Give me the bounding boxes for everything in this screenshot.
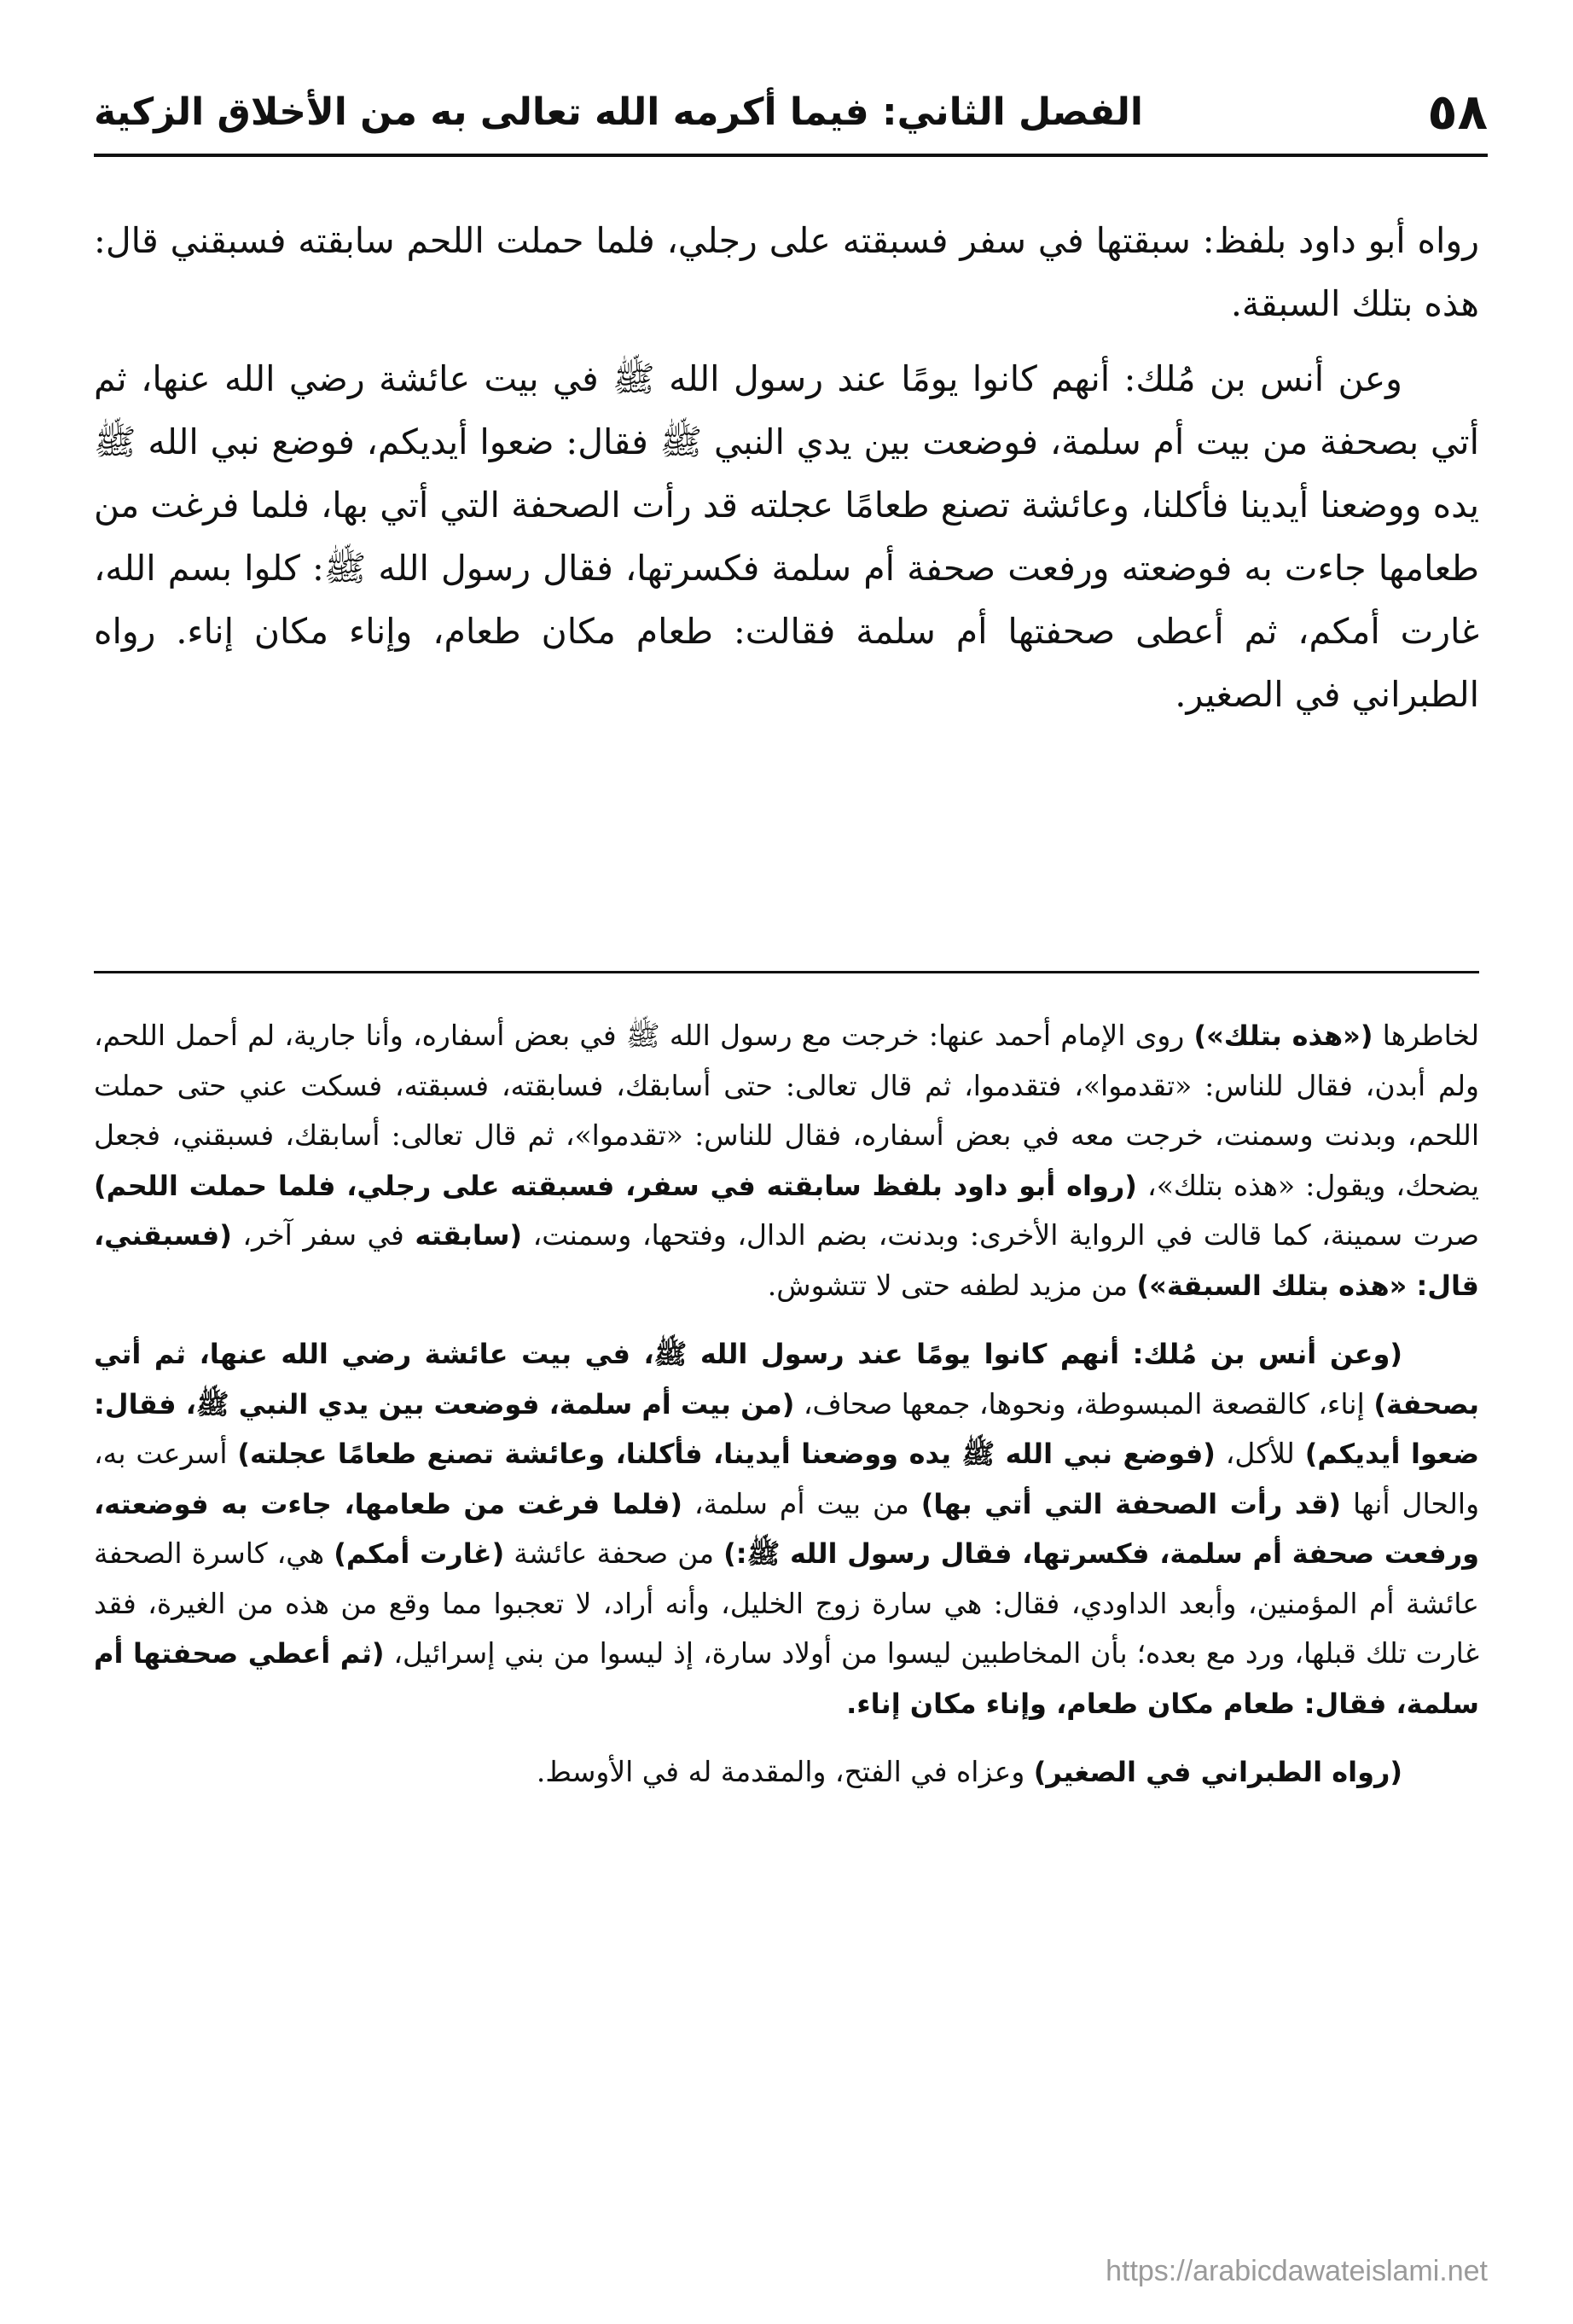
- commentary-quote: (سابقته: [415, 1219, 523, 1252]
- commentary-text: أسرعت به، والحال أنها: [94, 1437, 1480, 1520]
- commentary-quote: (وعن أنس بن مُلك: أنهم كانوا يومًا عند رسول الله ﷺ، في بيت عائشة رضي الله عنها، ثم أتي بصحفة): [94, 1338, 1479, 1421]
- commentary-text: من مزيد لطفه حتى لا تتشوش.: [767, 1268, 1137, 1302]
- commentary-quote: (رواه أبو داود بلفظ سابقته في سفر، فسبقته على رجلي، فلما حملت اللحم): [94, 1169, 1137, 1202]
- commentary-text: للأكل،: [1215, 1437, 1305, 1470]
- commentary-quote: (رواه الطبراني في الصغير): [1033, 1756, 1402, 1788]
- commentary-paragraph: [94, 1747, 1479, 1798]
- commentary-text: صرت سمينة، كما قالت في الرواية الأخرى: وبدنت، بضم الدال، وفتحها، وسمنت،: [522, 1218, 1479, 1252]
- chapter-title: الفصل الثاني: فيما أكرمه الله تعالى به من الأخلاق الزكية: [94, 90, 1143, 134]
- commentary-quote: (ثم أعطي صحفتها أم سلمة، فقال: طعام مكان طعام، وإناء مكان إناء.: [94, 1637, 1479, 1720]
- commentary-text: لخاطرها: [1373, 1019, 1479, 1052]
- commentary: [94, 1011, 1479, 1816]
- commentary-text: إناء، كالقصعة المبسوطة، ونحوها، جمعها صحاف،: [794, 1386, 1374, 1421]
- commentary-text: روى الإمام أحمد عنها: خرجت مع رسول الله ﷺ في بعض أسفاره، وأنا جارية، لم أحمل اللحم، ولم أبدن، فقال للناس: «تقدموا»، فتقدموا، ثم قال تعالى: حتى أسابقك، فسابقته، فسبقته، فسكت عني حتى حملت اللحم، وبدنت وسمنت، خرجت معه في بعض أسفاره، فقال للناس: «تقدموا»، ثم قال تعالى: أسابقك، فسبقني، فجعل يضحك، ويقول: «هذه بتلك»،: [94, 1019, 1479, 1202]
- commentary-text: من بيت أم سلمة،: [682, 1486, 921, 1520]
- page-number: ٥٨: [1427, 83, 1488, 141]
- commentary-paragraph: [94, 1011, 1479, 1310]
- watermark-url: https://arabicdawateislami.net: [1106, 2255, 1488, 2287]
- commentary-text: هي، كاسرة الصحفة عائشة أم المؤمنين، وأبعد الداودي، فقال: هي سارة زوج الخليل، وأنه أراد، لا تعجبوا مما وقع من هذه من الغيرة، فقد غارت تلك قبلها، ورد مع بعده؛ بأن المخاطبين ليسوا من أولاد سارة، إذ ليسوا من بني إسرائيل،: [94, 1537, 1479, 1670]
- commentary-quote: (غارت أمكم): [334, 1537, 505, 1570]
- commentary-text: وعزاه في الفتح، والمقدمة له في الأوسط.: [536, 1755, 1034, 1788]
- commentary-text: في سفر آخر،: [231, 1218, 415, 1252]
- commentary-text: من صحفة عائشة: [504, 1537, 724, 1570]
- running-header: [94, 78, 1488, 157]
- main-text: [94, 209, 1479, 738]
- commentary-quote: (من بيت أم سلمة، فوضعت بين يدي النبي ﷺ، فقال: ضعوا أيديكم): [94, 1387, 1480, 1470]
- main-paragraph: وعن أنس بن مُلك: أنهم كانوا يومًا عند رسول الله ﷺ في بيت عائشة رضي الله عنها، ثم أتي بصحفة من بيت أم سلمة، فوضعت بين يدي النبي ﷺ فقال: ضعوا أيديكم، فوضع نبي الله ﷺ يده ووضعنا أيدينا فأكلنا، وعائشة تصنع طعامًا عجلته قد رأت الصحفة التي أتي بها، فلما فرغت من طعامها جاءت به فوضعته ورفعت صحفة أم سلمة فكسرتها، فقال رسول الله ﷺ: كلوا بسم الله، غارت أمكم، ثم أعطى صحفتها أم سلمة فقالت: طعام مكان طعام، وإناء مكان إناء. رواه الطبراني في الصغير.: [94, 358, 1479, 715]
- commentary-paragraph: [94, 1329, 1479, 1728]
- commentary-quote: (فلما فرغت من طعامها، جاءت به فوضعته، ورفعت صحفة أم سلمة، فكسرتها، فقال رسول الله ﷺ:): [94, 1487, 1480, 1570]
- commentary-quote: (قد رأت الصحفة التي أتي بها): [920, 1487, 1341, 1520]
- commentary-quote: («هذه بتلك»): [1193, 1020, 1373, 1052]
- commentary-quote: (فسبقني، قال: «هذه بتلك السبقة»): [94, 1219, 1479, 1302]
- commentary-quote: (فوضع نبي الله ﷺ يده ووضعنا أيدينا، فأكلنا، وعائشة تصنع طعامًا عجلته): [237, 1438, 1216, 1470]
- main-paragraph: رواه أبو داود بلفظ: سبقتها في سفر فسبقته على رجلي، فلما حملت اللحم سابقته فسبقني قال: هذه بتلك السبقة.: [94, 220, 1479, 324]
- footnote-separator: [94, 971, 1479, 973]
